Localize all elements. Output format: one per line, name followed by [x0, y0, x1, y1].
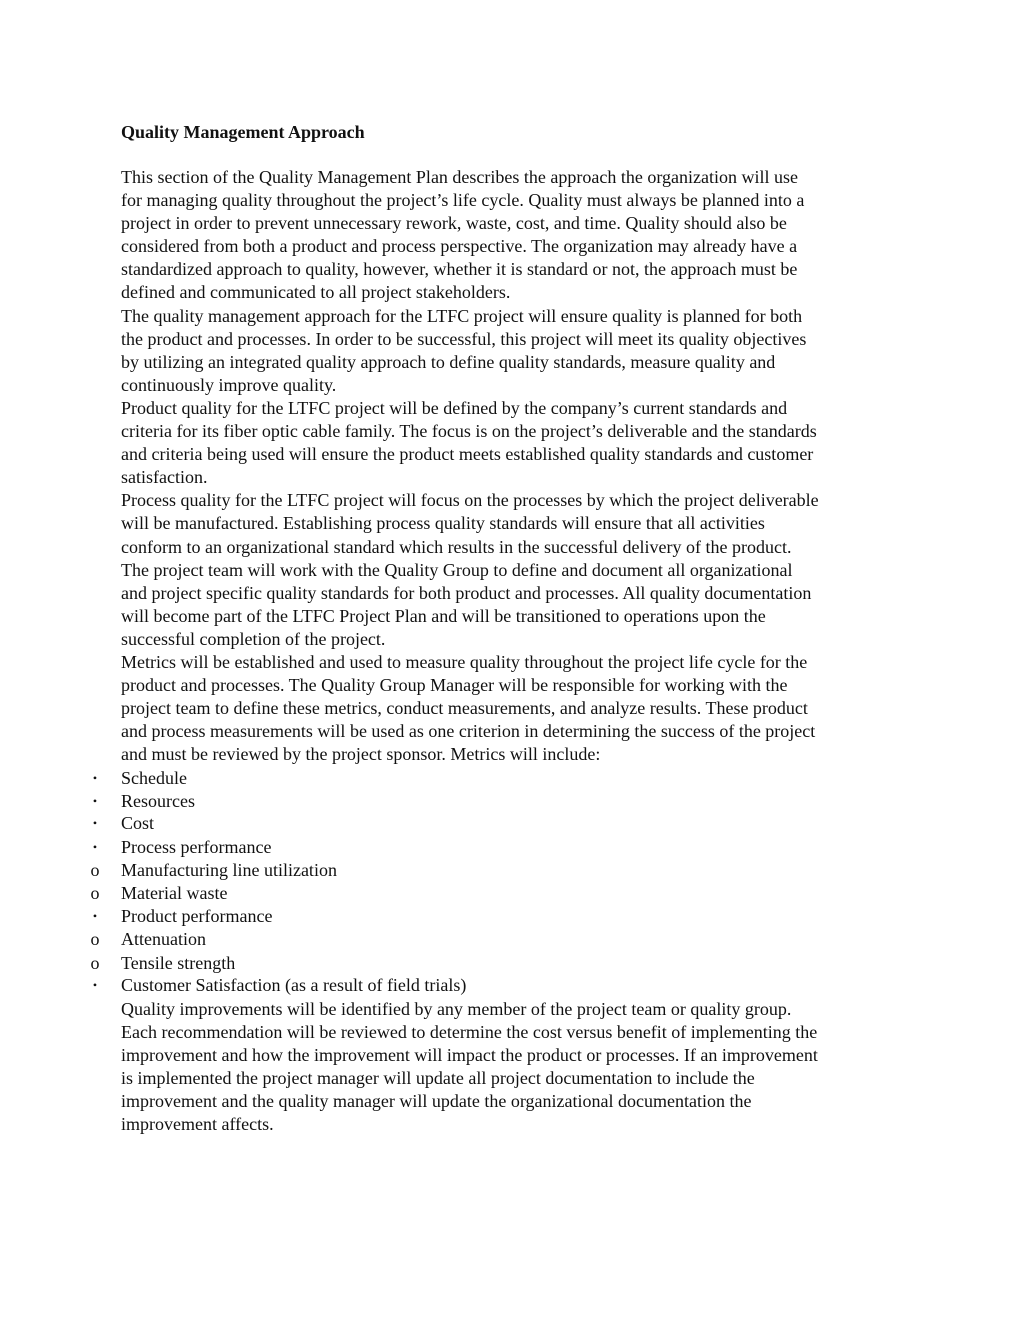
body-line: product and processes. The Quality Group Manager will be responsible for working with the	[121, 675, 788, 695]
list-item: Attenuation	[121, 929, 206, 949]
section-heading: Quality Management Approach	[121, 122, 365, 142]
closing-line: Each recommendation will be reviewed to determine the cost versus benefit of implementing the	[121, 1022, 818, 1042]
body-line: the product and processes. In order to be successful, this project will meet its quality objectives	[121, 329, 807, 349]
body-line: Metrics will be established and used to measure quality throughout the project life cycle for the	[121, 652, 808, 672]
body-line: by utilizing an integrated quality approach to define quality standards, measure quality and	[121, 352, 776, 372]
body-line: This section of the Quality Management Plan describes the approach the organization will use	[121, 167, 798, 187]
body-line: considered from both a product and process perspective. The organization may already have a	[121, 236, 798, 256]
body-line: project team to define these metrics, conduct measurements, and analyze results. These product	[121, 698, 808, 718]
body-line: continuously improve quality.	[121, 375, 337, 395]
body-line: standardized approach to quality, however, whether it is standard or not, the approach must be	[121, 259, 798, 279]
list-item: Manufacturing line utilization	[121, 860, 337, 880]
body-line: criteria for its fiber optic cable family. The focus is on the project’s deliverable and the standards	[121, 421, 817, 441]
closing-line: is implemented the project manager will update all project documentation to include the	[121, 1068, 755, 1088]
body-line: and criteria being used will ensure the product meets established quality standards and customer	[121, 444, 814, 464]
body-line: project in order to prevent unnecessary rework, waste, cost, and time. Quality should also be	[121, 213, 787, 233]
body-line: will become part of the LTFC Project Plan and will be transitioned to operations upon the	[121, 606, 766, 626]
list-item: Schedule	[121, 768, 187, 788]
bullet-marker: •	[92, 771, 98, 785]
list-item: Process performance	[121, 837, 272, 857]
sub-bullet-marker: o	[90, 860, 100, 880]
bullet-marker: •	[92, 909, 98, 923]
list-item: Material waste	[121, 883, 228, 903]
body-line: The project team will work with the Quality Group to define and document all organizational	[121, 560, 793, 580]
body-line: defined and communicated to all project stakeholders.	[121, 282, 511, 302]
closing-line: improvement affects.	[121, 1114, 274, 1134]
bullet-marker: •	[92, 978, 98, 992]
body-line: Product quality for the LTFC project will be defined by the company’s current standards and	[121, 398, 788, 418]
body-line: and process measurements will be used as one criterion in determining the success of the project	[121, 721, 816, 741]
closing-line: improvement and the quality manager will update the organizational documentation the	[121, 1091, 752, 1111]
sub-bullet-marker: o	[90, 929, 100, 949]
bullet-marker: •	[92, 794, 98, 808]
sub-bullet-marker: o	[90, 953, 100, 973]
bullet-marker: •	[92, 840, 98, 854]
body-line: The quality management approach for the LTFC project will ensure quality is planned for both	[121, 306, 803, 326]
body-line: Process quality for the LTFC project will focus on the processes by which the project deliverable	[121, 490, 819, 510]
list-item: Customer Satisfaction (as a result of field trials)	[121, 975, 467, 995]
closing-line: improvement and how the improvement will impact the product or processes. If an improvement	[121, 1045, 818, 1065]
body-line: and project specific quality standards for both product and processes. All quality documentation	[121, 583, 812, 603]
body-line: will be manufactured. Establishing process quality standards will ensure that all activities	[121, 513, 765, 533]
body-line: satisfaction.	[121, 467, 208, 487]
list-item: Resources	[121, 791, 195, 811]
bullet-marker: •	[92, 816, 98, 830]
list-item: Cost	[121, 813, 155, 833]
sub-bullet-marker: o	[90, 883, 100, 903]
list-item: Product performance	[121, 906, 273, 926]
body-line: successful completion of the project.	[121, 629, 386, 649]
body-line: and must be reviewed by the project sponsor. Metrics will include:	[121, 744, 601, 764]
closing-line: Quality improvements will be identified by any member of the project team or quality group.	[121, 999, 792, 1019]
list-item: Tensile strength	[121, 953, 236, 973]
body-line: for managing quality throughout the project’s life cycle. Quality must always be planned into a	[121, 190, 805, 210]
body-line: conform to an organizational standard which results in the successful delivery of the product.	[121, 537, 792, 557]
